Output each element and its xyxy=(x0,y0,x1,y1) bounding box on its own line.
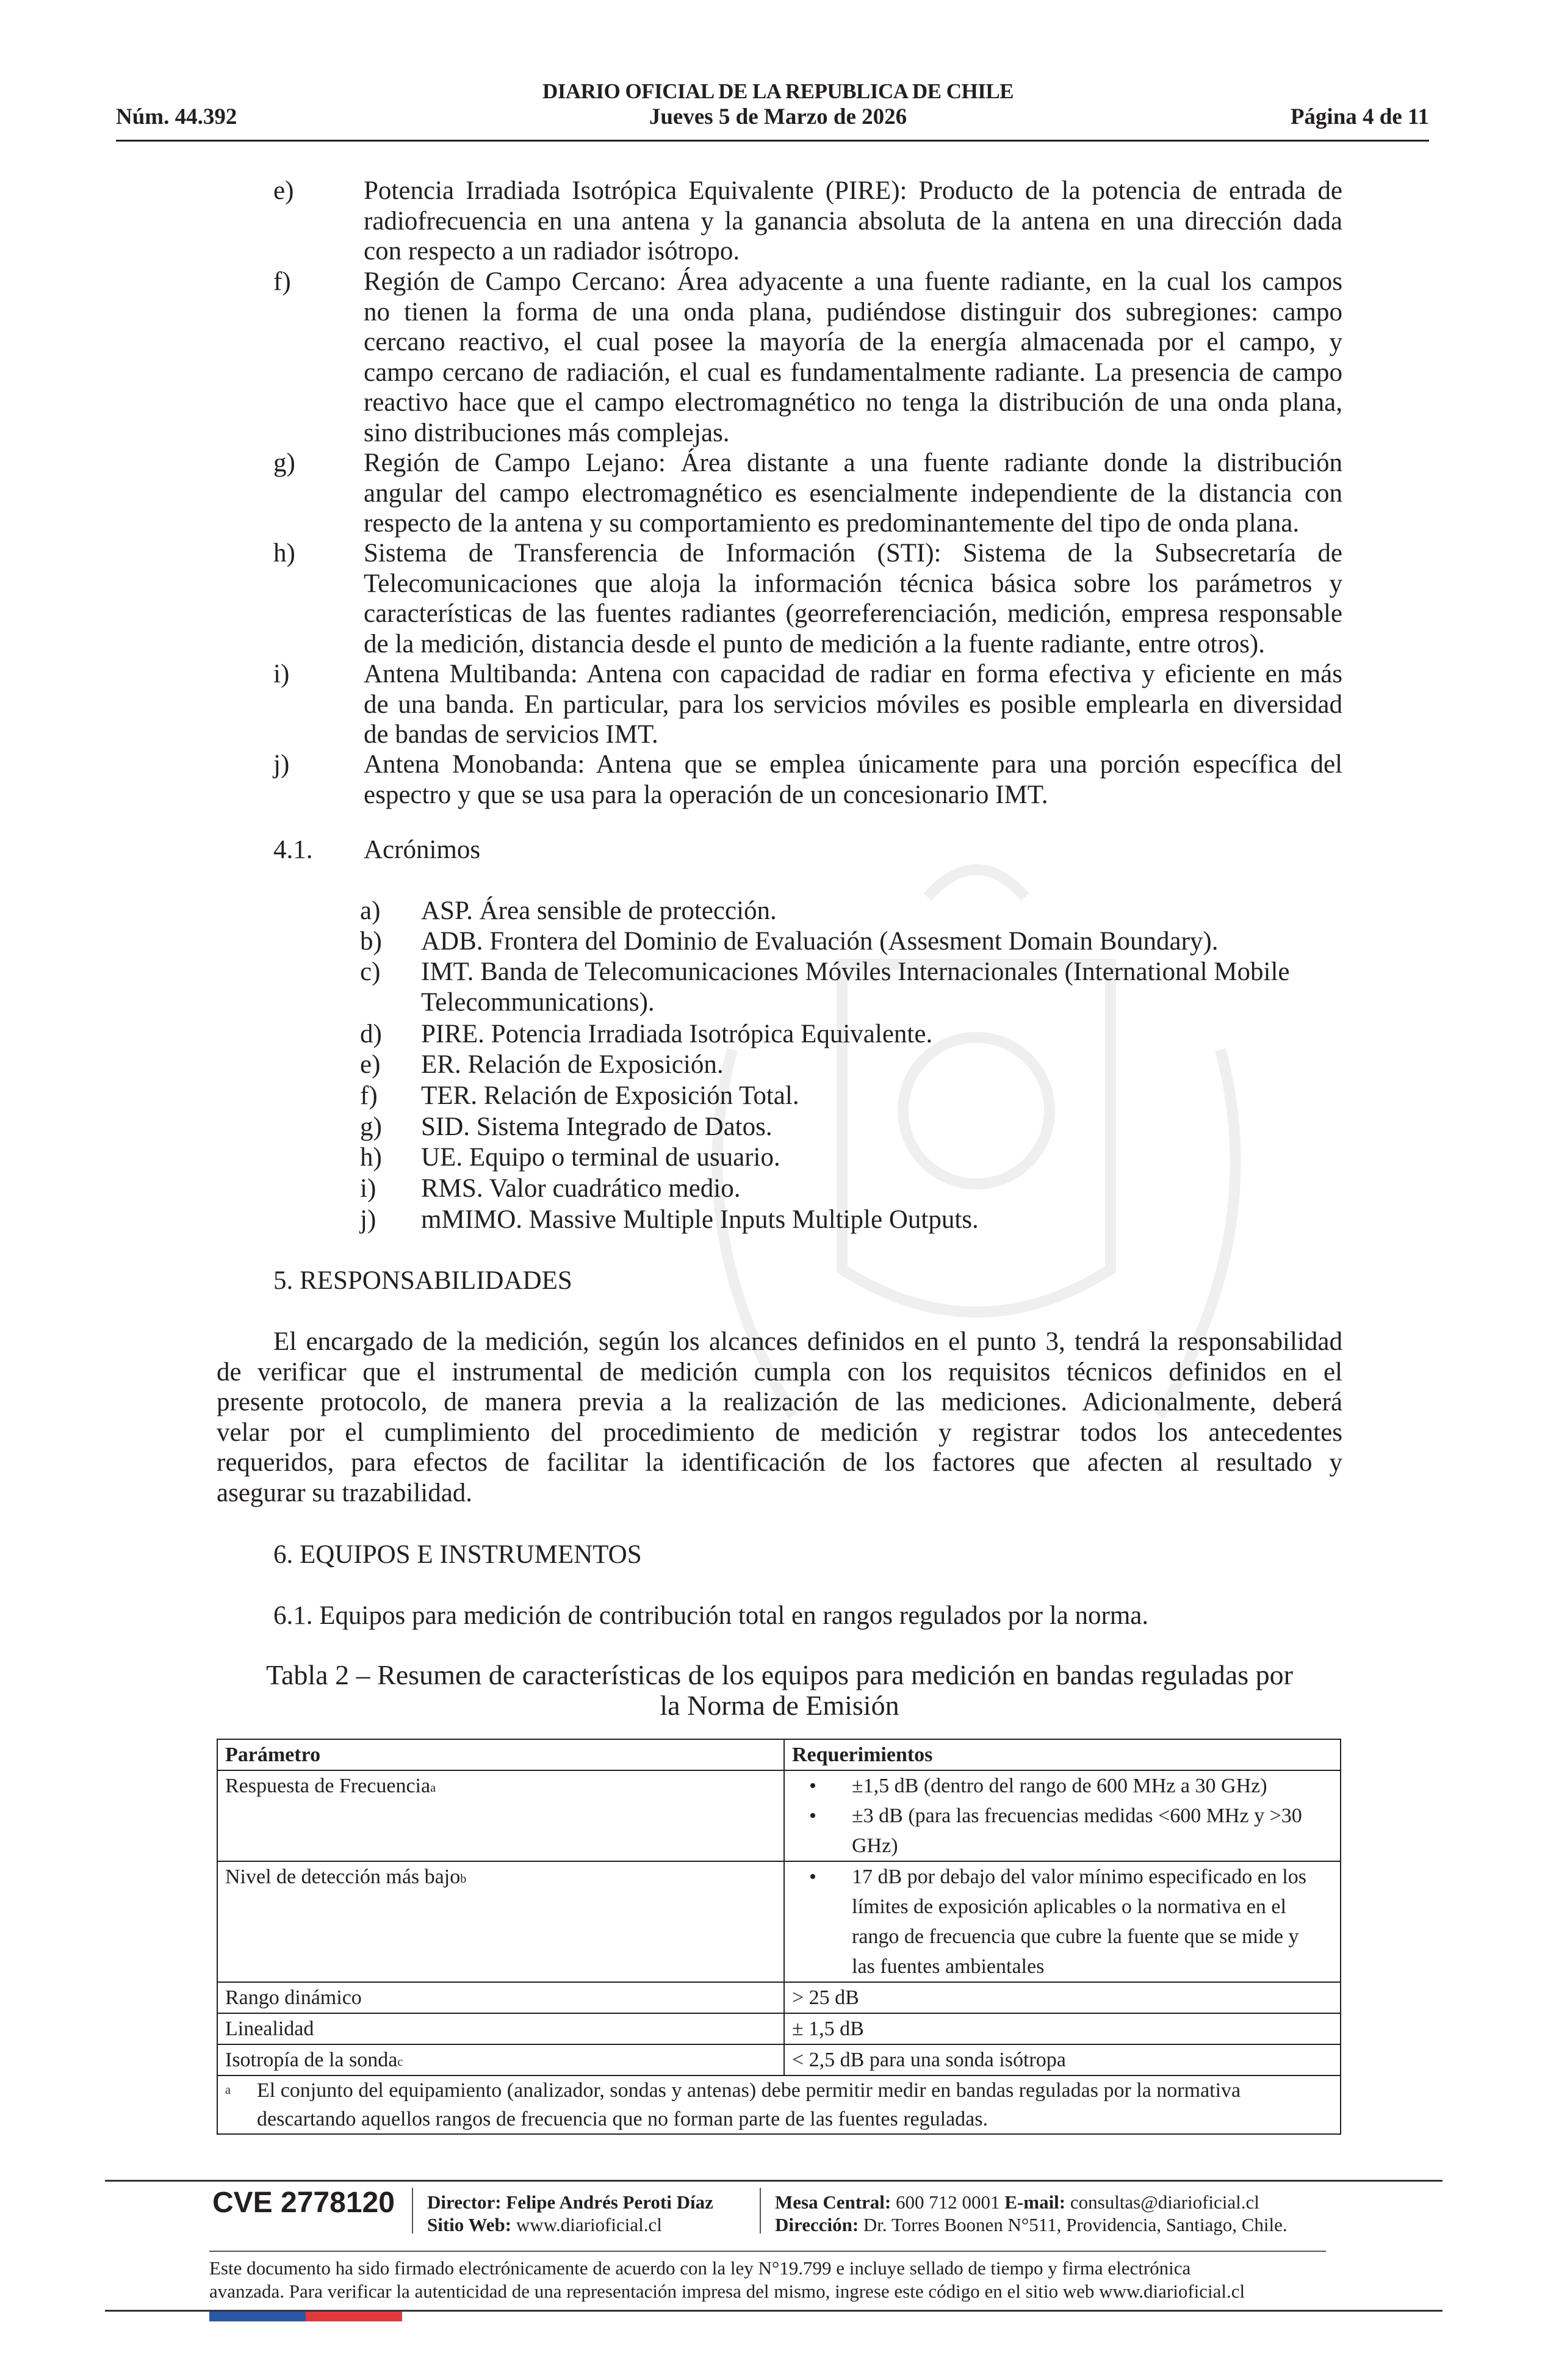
acronym-label: j) xyxy=(360,1205,376,1234)
mesa-phone: 600 712 0001 xyxy=(896,2191,1000,2213)
acronyms-heading xyxy=(273,835,481,865)
acronym-text: PIRE. Potencia Irradiada Isotrópica Equivalente. xyxy=(421,1020,933,1048)
paragraph-line: presente protocolo, de manera previa a la realización de las mediciones. Adicionalmente, deberá xyxy=(217,1388,1342,1416)
footer-separator xyxy=(760,2188,761,2234)
footnote-ref: a xyxy=(430,1781,436,1795)
acronym-label: g) xyxy=(360,1112,382,1141)
table-caption-line: la Norma de Emisión xyxy=(660,1690,899,1721)
req-cell xyxy=(784,1861,1341,1982)
acronyms-title: Acrónimos xyxy=(364,835,481,864)
table-caption xyxy=(217,1660,1342,1721)
paragraph-line: velar por el cumplimiento del procedimiento de medición y registrar todos los antecedentes xyxy=(217,1418,1342,1447)
definition-line: Antena Multibanda: Antena con capacidad de radiar en forma efectiva y eficiente en más xyxy=(364,660,1342,688)
section5-title: 5. RESPONSABILIDADES xyxy=(273,1266,572,1295)
bullet-line: 17 dB por debajo del valor mínimo especificado en los xyxy=(852,1866,1306,1888)
section6-subtitle: 6.1. Equipos para medición de contribución total en rangos regulados por la norma. xyxy=(273,1601,1149,1630)
definition-line: Región de Campo Lejano: Área distante a una fuente radiante donde la distribución xyxy=(364,449,1342,477)
section5-paragraph xyxy=(217,1327,1342,1508)
acronym-label: a) xyxy=(360,896,381,925)
footer-rule-top xyxy=(105,2180,1443,2182)
address-label: Dirección: xyxy=(775,2214,859,2235)
param-name: Isotropía de la sonda xyxy=(225,2049,398,2071)
definition-line: de una banda. En particular, para los servicios móviles es posible emplearla en diversidad xyxy=(364,690,1342,719)
acronym-text: SID. Sistema Integrado de Datos. xyxy=(421,1112,773,1141)
definition-label: e) xyxy=(273,176,294,205)
signature-line: Este documento ha sido firmado electrónicamente de acuerdo con la ley N°19.799 e incluye sellado de tiempo y firma electrónica xyxy=(209,2257,1191,2279)
paragraph-line: asegurar su trazabilidad. xyxy=(217,1478,473,1507)
acronym-label: c) xyxy=(360,957,381,986)
flag-stripe-red xyxy=(306,2312,402,2321)
req-cell: ± 1,5 dB xyxy=(784,2013,1341,2044)
acronyms-number: 4.1. xyxy=(273,835,313,864)
header-requerimientos: Requerimientos xyxy=(784,1739,1341,1770)
acronym-text: IMT. Banda de Telecomunicaciones Móviles Internacionales (International Mobile xyxy=(421,957,1290,986)
paragraph-line: de verificar que el instrumental de medición cumpla con los requisitos técnicos definidos en el xyxy=(217,1357,1342,1387)
req-cell: < 2,5 dB para una sonda isótropa xyxy=(784,2044,1341,2075)
cve-code: CVE 2778120 xyxy=(212,2187,395,2219)
param-cell: Linealidad xyxy=(217,2013,784,2044)
flag-stripe-blue xyxy=(209,2312,306,2321)
email-label: E-mail: xyxy=(1004,2191,1066,2213)
paragraph-line: El encargado de la medición, según los alcances definidos en el punto 3, tendrá la responsabilidad xyxy=(273,1327,1342,1356)
definition-line: radiofrecuencia en una antena y la ganancia absoluta de la antena en una dirección dada xyxy=(364,206,1342,236)
acronym-text: Telecommunications). xyxy=(421,987,655,1017)
bullet-item xyxy=(792,1862,1340,1982)
definition-line: campo cercano de radiación, el cual es fundamentalmente radiante. La presencia de campo xyxy=(364,358,1342,387)
table-header-row xyxy=(217,1739,1341,1770)
definition-label: f) xyxy=(273,267,291,296)
bullet-item xyxy=(792,1801,1340,1861)
address-text: Dr. Torres Boonen N°511, Providencia, Santiago, Chile. xyxy=(863,2214,1288,2235)
footnote-line: descartando aquellos rangos de frecuencia que no forman parte de las fuentes reguladas. xyxy=(257,2108,988,2130)
table-caption-line: Tabla 2 – Resumen de características de los equipos para medición en bandas reguladas por xyxy=(266,1659,1293,1690)
acronym-label: f) xyxy=(360,1081,378,1110)
publication-title: DIARIO OFICIAL DE LA REPUBLICA DE CHILE xyxy=(542,79,1014,103)
acronym-text: UE. Equipo o terminal de usuario. xyxy=(421,1143,780,1172)
acronym-text: RMS. Valor cuadrático medio. xyxy=(421,1174,741,1203)
bullet-line: las fuentes ambientales xyxy=(852,1955,1045,1978)
acronym-label: e) xyxy=(360,1050,381,1079)
table-row xyxy=(217,1982,1341,2013)
issue-number: Núm. 44.392 xyxy=(116,104,237,129)
param-name: Respuesta de Frecuencia xyxy=(225,1775,431,1797)
definition-line: Región de Campo Cercano: Área adyacente a una fuente radiante, en la cual los campos xyxy=(364,267,1342,296)
table-footnote-row xyxy=(217,2075,1341,2134)
acronym-text: ASP. Área sensible de protección. xyxy=(421,896,777,925)
definition-line: Antena Monobanda: Antena que se emplea únicamente para una porción específica del xyxy=(364,750,1342,779)
acronym-label: d) xyxy=(360,1020,382,1048)
footer-rule-mid xyxy=(209,2251,1326,2252)
req-cell: > 25 dB xyxy=(784,1982,1341,2013)
table-row xyxy=(217,1861,1341,1982)
param-name: Nivel de detección más bajo xyxy=(225,1866,461,1888)
acronym-text: mMIMO. Massive Multiple Inputs Multiple Outputs. xyxy=(421,1205,979,1234)
bullet-line: rango de frecuencia que cubre la fuente que se mide y xyxy=(852,1925,1299,1948)
page-number: Página 4 de 11 xyxy=(1290,104,1429,129)
footnote-mark: a xyxy=(225,2083,231,2097)
web-label: Sitio Web: xyxy=(427,2214,512,2235)
definition-line: espectro y que se usa para la operación de un concesionario IMT. xyxy=(364,780,1048,809)
acronym-label: h) xyxy=(360,1143,382,1172)
paragraph-line: requeridos, para efectos de facilitar la identificación de los factores que afecten al resultado y xyxy=(217,1448,1342,1477)
section6-title: 6. EQUIPOS E INSTRUMENTOS xyxy=(273,1540,642,1569)
definition-line: características de las fuentes radiantes (georreferenciación, medición, empresa responsable xyxy=(364,599,1342,628)
definition-line: con respecto a un radiador isótropo. xyxy=(364,237,740,265)
acronym-label: i) xyxy=(360,1174,376,1203)
definition-line: angular del campo electromagnético es esencialmente independiente de la distancia con xyxy=(364,478,1342,508)
bullet-line: GHz) xyxy=(852,1834,898,1857)
equipment-requirements-table xyxy=(217,1739,1341,2135)
table-row xyxy=(217,1770,1341,1861)
header-rule xyxy=(116,140,1429,142)
footer-separator xyxy=(412,2188,413,2234)
bullet-line: límites de exposición aplicables o la normativa en el xyxy=(852,1895,1286,1918)
mesa-label: Mesa Central: xyxy=(775,2191,891,2213)
definition-line: reactivo hace que el campo electromagnético no tenga la distribución de una onda plana, xyxy=(364,388,1342,417)
param-cell xyxy=(217,1861,784,1982)
definition-line: de la medición, distancia desde el punto de medición a la fuente radiante, entre otros). xyxy=(364,629,1265,658)
definition-label: h) xyxy=(273,539,295,568)
definition-line: Telecomunicaciones que aloja la información técnica básica sobre los parámetros y xyxy=(364,569,1342,598)
acronym-text: ER. Relación de Exposición. xyxy=(421,1050,724,1079)
req-cell xyxy=(784,1770,1341,1861)
footer-director-block xyxy=(427,2191,713,2236)
acronym-text: TER. Relación de Exposición Total. xyxy=(421,1081,799,1110)
bullet-line: ±3 dB (para las frecuencias medidas <600 MHz y >30 xyxy=(852,1805,1302,1827)
acronym-label: b) xyxy=(360,927,382,956)
director-label: Director: xyxy=(427,2191,502,2213)
definition-line: Sistema de Transferencia de Información (STI): Sistema de la Subsecretaría de xyxy=(364,539,1342,568)
header-parametro: Parámetro xyxy=(217,1739,784,1770)
definition-line: Potencia Irradiada Isotrópica Equivalente (PIRE): Producto de la potencia de entrada de xyxy=(364,176,1342,205)
definition-line: cercano reactivo, el cual posee la mayoría de la energía almacenada por el campo, y xyxy=(364,328,1342,356)
email-link[interactable]: consultas@diarioficial.cl xyxy=(1070,2191,1259,2213)
footnote-ref: c xyxy=(397,2055,403,2069)
param-cell: Rango dinámico xyxy=(217,1982,784,2013)
publication-date: Jueves 5 de Marzo de 2026 xyxy=(649,104,907,129)
bullet-item: • ±1,5 dB (dentro del rango de 600 MHz a 30 GHz) xyxy=(792,1771,1340,1801)
table-footnote xyxy=(217,2075,1341,2134)
electronic-signature-notice xyxy=(209,2257,1326,2303)
definition-line: de bandas de servicios IMT. xyxy=(364,720,658,749)
footnote-line: El conjunto del equipamiento (analizador, sondas y antenas) debe permitir medir en bandas reguladas por la normativa xyxy=(257,2079,1241,2102)
acronym-text: ADB. Frontera del Dominio de Evaluación (Assesment Domain Boundary). xyxy=(421,927,1219,956)
definition-label: j) xyxy=(273,750,290,779)
param-cell xyxy=(217,1770,784,1861)
signature-line: avanzada. Para verificar la autenticidad de una representación impresa del mismo, ingrese este código en el sitio web www.diarioficial.cl xyxy=(209,2281,1245,2302)
definition-line: sino distribuciones más complejas. xyxy=(364,418,730,447)
director-name: Felipe Andrés Peroti Díaz xyxy=(506,2191,713,2213)
table-row xyxy=(217,2044,1341,2075)
definition-label: i) xyxy=(273,660,290,688)
footer-contact-block xyxy=(775,2191,1288,2236)
web-link[interactable]: www.diarioficial.cl xyxy=(516,2214,662,2235)
definition-line: no tienen la forma de una onda plana, pudiéndose distinguir dos subregiones: campo xyxy=(364,297,1342,326)
param-cell xyxy=(217,2044,784,2075)
definition-label: g) xyxy=(273,449,295,477)
table-row xyxy=(217,2013,1341,2044)
footnote-ref: b xyxy=(460,1872,467,1886)
definition-line: respecto de la antena y su comportamiento es predominantemente del tipo de onda plana. xyxy=(364,509,1300,538)
